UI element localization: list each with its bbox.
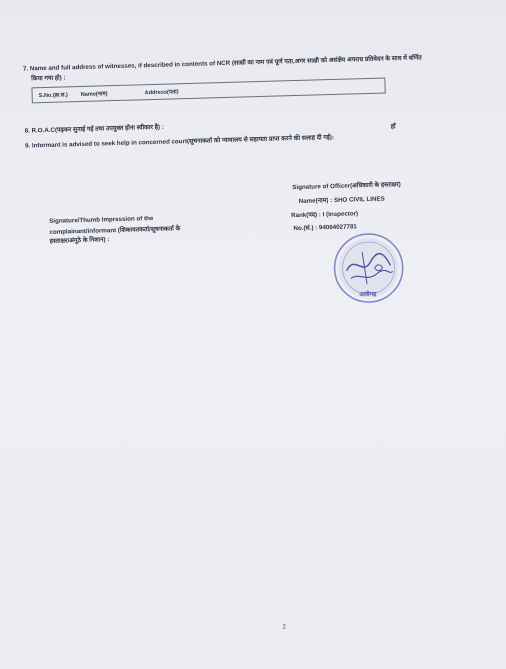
- witness-header-sno: S.No.(क्र.स.): [38, 92, 68, 100]
- item-8-text: R.O.A.C(पढ़कर सुनाई गई तथा उपयुक्त होना स्वीकार है) :: [31, 123, 164, 135]
- item-7-text: Name and full address of witnesses, if described in contents of NCR (साक्षी का नाम एवं पूर्ण पता,अगर साक्षी को असंज्ञेय अपराध प्रतिवेदन के साथ में वर्णित: [29, 54, 422, 73]
- witness-header-address: Address(पता): [144, 89, 179, 97]
- officer-name: Name(नाम) : SHO CIVIL LINES: [298, 195, 385, 205]
- item-9-text: Informant is advised to seek help in concerned court(सूचनाकर्ता को न्यायालय से सहायता प्राप्त करने की सलाह दी गई):: [31, 133, 335, 150]
- item-7-line2: किया गया हो) :: [31, 74, 66, 83]
- item-9: [25, 132, 334, 150]
- official-seal: [332, 231, 406, 305]
- officer-rank: Rank(पद) : I (Inspector): [291, 210, 359, 220]
- witness-table: [31, 77, 385, 103]
- officer-number: No.(सं.) : 94064027781: [293, 223, 357, 233]
- complainant-sig-line3: हस्ताक्षर/अंगूठे के निशान) :: [49, 236, 110, 245]
- witness-header-name: Name(नाम): [80, 91, 108, 98]
- complainant-sig-line1: Signature/Thumb Impression of the: [49, 215, 154, 225]
- item-8-number: 8.: [24, 127, 30, 135]
- seal-bottom-text: अलीगढ़: [359, 291, 377, 299]
- item-7-number: 7.: [22, 65, 29, 73]
- fir-page: [8, 23, 495, 636]
- page-number: 2: [282, 624, 287, 631]
- item-9-number: 9.: [24, 142, 31, 150]
- complainant-sig-line2: complainant/informant (शिकायतकर्ता/सूचनाकर्ता के: [49, 225, 181, 236]
- officer-signature-heading: Signature of Officer(अधिकारी के हस्ताक्षर): [292, 181, 401, 192]
- item-8: [25, 122, 164, 135]
- item-7-line1: [23, 52, 422, 72]
- item-9-mark: हाँ: [390, 123, 396, 131]
